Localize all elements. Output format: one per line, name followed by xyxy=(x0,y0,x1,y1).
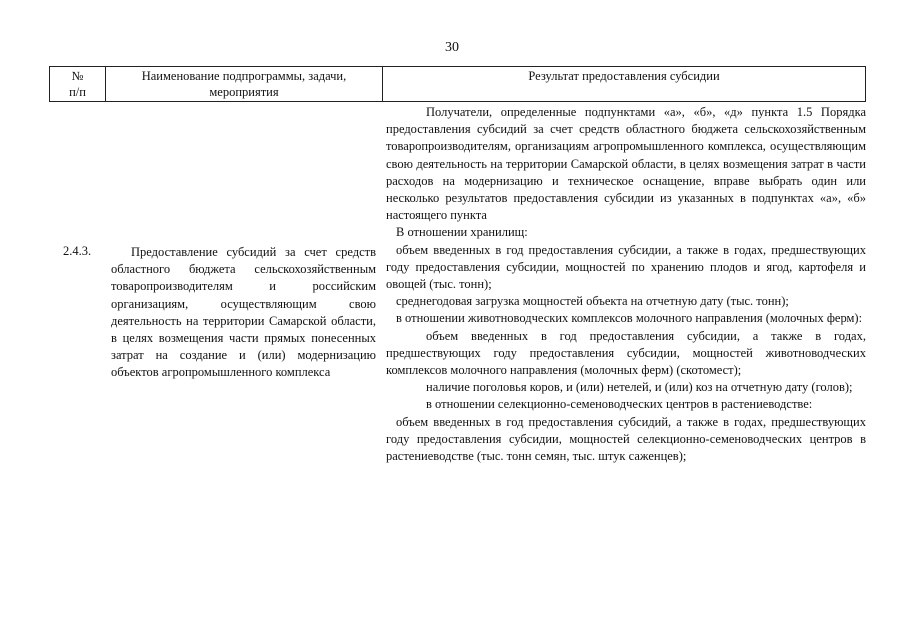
header-name-label: Наименование подпрограммы, задачи, мероприятия xyxy=(141,69,347,99)
header-number-column xyxy=(50,67,105,101)
header-result-column xyxy=(382,67,865,101)
result-paragraph: объем введенных в год предоставления субсидии, а также в годах, предшествующих году предоставления субсидии, мощностей животноводческих комплексов молочного направления (молочных ферм) (скотомест); xyxy=(386,328,866,378)
table-header xyxy=(49,66,866,102)
result-paragraph: наличие поголовья коров, и (или) нетелей, и (или) коз на отчетную дату (голов); xyxy=(426,380,853,395)
header-result-label: Результат предоставления субсидии xyxy=(528,69,720,83)
result-paragraph: В отношении хранилищ: xyxy=(396,225,528,240)
result-paragraph: среднегодовая загрузка мощностей объекта на отчетную дату (тыс. тонн); xyxy=(396,294,789,309)
result-paragraph: объем введенных в год предоставления субсидий, а также в годах, предшествующих году предоставления субсидии, мощностей селекционно-семеноводческих центров в растениеводстве (тыс. тонн семян, тыс. штук саженцев); xyxy=(386,414,866,464)
result-paragraph: объем введенных в год предоставления субсидии, а также в годах, предшествующих году предоставления субсидии, мощностей по хранению плодов и ягод, картофеля и овощей (тыс. тонн); xyxy=(386,242,866,292)
page-number: 30 xyxy=(445,40,459,55)
header-name-column xyxy=(105,67,382,101)
row-number: 2.4.3. xyxy=(63,244,92,258)
row-result xyxy=(386,104,866,465)
header-number-label: № п/п xyxy=(69,69,86,99)
result-paragraph: в отношении животноводческих комплексов молочного направления (молочных ферм): xyxy=(396,311,863,326)
result-paragraph: Получатели, определенные подпунктами «а», «б», «д» пункта 1.5 Порядка предоставления субсидий за счет средств областного бюджета сельскохозяйственным товаропроизводителям, организациям агропромышленного комплекса, осуществляющим свою деятельность на территории Самарской области, в целях возмещения затрат в части расходов на модернизацию и техническое оснащение, вправе выбрать один или несколько результатов предоставления субсидии из указанных в подпунктах «а», «б» настоящего пункта xyxy=(386,105,866,223)
row-name xyxy=(111,244,376,382)
row-name-text: Предоставление субсидий за счет средств областного бюджета сельскохозяйственным товаропроизводителям и российским организациям, осуществляющим свою деятельность на территории Самарской области, в целях возмещения части прямых понесенных затрат на создание и (или) модернизацию объектов агропромышленного комплекса xyxy=(111,245,376,380)
result-paragraph: в отношении селекционно-семеноводческих центров в растениеводстве: xyxy=(426,397,813,412)
